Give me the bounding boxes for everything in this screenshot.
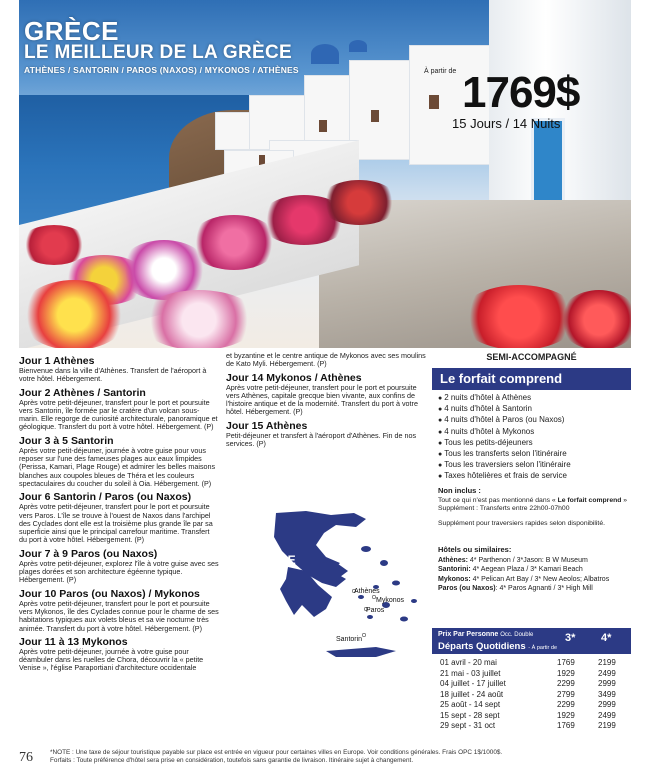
text: Occ. Double (500, 632, 534, 638)
cell-4star: 2499 (598, 668, 616, 678)
cell-3star: 1929 (557, 710, 575, 720)
city-mykonos: Mykonos (376, 597, 405, 604)
santorin-dot (362, 633, 366, 637)
cell-4star: 2199 (598, 658, 616, 667)
day-15 (226, 420, 428, 449)
day-title: Jour 3 à 5 Santorin (19, 434, 114, 447)
price-from-label: À partir de (424, 68, 457, 75)
cell-dates: 25 août - 14 sept (440, 700, 501, 709)
day-title: Jour 15 Athènes (226, 419, 308, 432)
cell-dates: 29 sept - 31 oct (440, 721, 496, 730)
forfait-header: Le forfait comprend (432, 368, 631, 390)
hotel-row (438, 584, 630, 593)
list-item: ● Taxes hôtelières et frais de service (438, 471, 628, 482)
list-item: ● Tous les petits-déjeuners (438, 438, 628, 449)
hotels-list (438, 556, 630, 594)
day-title: Jour 14 Mykonos / Athènes (226, 371, 362, 384)
day-11-13 (19, 636, 219, 673)
table-row (432, 657, 631, 668)
table-row (432, 689, 631, 700)
page-title: GRÈCE (24, 16, 119, 46)
non-included-text (438, 497, 630, 528)
hotel-city: Paros (ou Naxos) (438, 585, 496, 593)
day-title: Jour 7 à 9 Paros (ou Naxos) (19, 547, 158, 560)
day-body: Après votre petit-déjeuner, journée à votre guise pour vous reposer sur l'une des fameuses plages aux eaux limpides (Perissa, Kamari, Plage Rouge) et admirer les belles maisons blanches aux coupoles bleues de Théra et les couleurs spectaculaires du coucher du soleil à Oia. Hébergement. (P) (19, 445, 216, 488)
day-7-9 (19, 548, 219, 585)
cell-dates: 21 mai - 03 juillet (440, 668, 501, 678)
cell-3star: 2299 (557, 679, 575, 688)
day-14 (226, 372, 428, 417)
footer-note: Forfaits : Toute préférence d'hôtel sera prise en considération, toutefois sans garantie de livraison. Itinéraire sujet à changement. (50, 757, 414, 765)
cell-dates: 18 juillet - 24 août (440, 689, 504, 699)
cell-dates: 15 sept - 28 sept (440, 710, 500, 720)
cell-4star: 2499 (598, 710, 616, 720)
day-title: Jour 1 Athènes (19, 355, 95, 367)
semi-accompagne: SEMI-ACCOMPAGNÉ (486, 352, 577, 362)
map-country-label: GRÈCE (253, 553, 296, 567)
day-body: Après votre petit-déjeuner, transfert pour le port et poursuite vers Athènes, capitale grecque bien vivante, aux confins de l'histoire antique et de la modernité. Transfert du port à votre hôtel. Hébergement. (P) (226, 382, 418, 417)
included-list (438, 393, 628, 483)
day-11-13-continued: et byzantine et le centre antique de Mykonos avec ses moulins de Kato Myli. Hébergement. (P) (226, 351, 426, 369)
price-table-header (432, 628, 631, 654)
hotel-row (438, 565, 630, 574)
cell-4star: 2999 (598, 679, 616, 688)
text: - À partir de (528, 645, 557, 651)
day-body: Après votre petit-déjeuner, transfert pour le port et poursuite vers Mykonos, île des Cyclades connue pour le charme de ses habitations typiques aux volets bleus et sa vie nocturne très animée. Transfert du port à votre hôtel. Hébergement. (P) (19, 598, 219, 633)
day-body: Après votre petit-déjeuner, transfert pour le port et poursuite vers Paros. L'île se trouve à l'ouest de Naxos dans l'archipel des Cyclades dont elle est la troisième plus grande île par sa superficie ainsi que le principal carrefour maritime. Transfert du port à votre hôtel. Hébergement. (P) (19, 502, 213, 545)
list-item: ● Tous les traversiers selon l'itinéraire (438, 460, 628, 471)
list-item: ● 4 nuits d'hôtel à Santorin (438, 404, 628, 415)
table-row (432, 699, 631, 710)
cell-4star: 2999 (598, 700, 616, 709)
text: Départs Quotidiens (438, 641, 526, 652)
text-bold: Le forfait comprend (557, 497, 622, 504)
price-table-body (432, 654, 631, 731)
table-row (432, 678, 631, 689)
list-item: ● 2 nuits d'hôtel à Athènes (438, 393, 628, 404)
duration: 15 Jours / 14 Nuits (452, 116, 561, 131)
cell-dates: 01 avril - 20 mai (440, 658, 497, 667)
list-item: ● Tous les transferts selon l'itinéraire (438, 449, 628, 460)
hotel-city: Mykonos: (438, 575, 471, 583)
cell-3star: 1929 (557, 668, 575, 678)
cell-3star: 1769 (557, 721, 575, 730)
cell-3star: 1769 (557, 658, 575, 667)
day-body: Après votre petit-déjeuner, explorez l'île à votre guise avec ses plages dorées et son architecture égéenne typique. Hébergement. (P) (19, 558, 219, 585)
hotel-city: Athènes: (438, 557, 468, 564)
header-line-1 (438, 631, 533, 638)
hotel-names: 4* Aegean Plaza / 3* Kamari Beach (472, 566, 583, 574)
non-included-line: Supplément : Transferts entre 22h00-07h00 (438, 505, 570, 513)
day-6 (19, 491, 219, 544)
route-cities: ATHÈNES / SANTORIN / PAROS (NAXOS) / MYKONOS / ATHÈNES (24, 65, 299, 75)
cell-3star: 2299 (557, 700, 575, 709)
col-4-stars: 4* (601, 632, 612, 644)
cell-4star: 2199 (598, 721, 616, 730)
cell-3star: 2799 (557, 689, 575, 699)
list-item: ● 4 nuits d'hôtel à Mykonos (438, 427, 628, 438)
col-3-stars: 3* (565, 632, 576, 644)
day-body: Petit-déjeuner et transfert à l'aéroport d'Athènes. Fin de nos services. (P) (226, 430, 417, 449)
price: 1769$ (462, 68, 580, 117)
text: Tout ce qui n'est pas mentionné dans « (438, 497, 556, 504)
itinerary-right (226, 352, 428, 450)
itinerary-left (19, 352, 219, 675)
blue-door (531, 118, 565, 213)
non-included-line (438, 497, 630, 505)
table-row (432, 668, 631, 679)
day-2 (19, 387, 219, 432)
hotel-names: 4* Pelican Art Bay / 3* New Aeolos; Albatros (472, 575, 610, 583)
text: » (623, 497, 628, 504)
table-row (432, 710, 631, 721)
page-number: 76 (19, 750, 33, 765)
day-title: Jour 11 à 13 Mykonos (19, 635, 128, 648)
hotel-names: 4* Parthenon / 3*Jason: B W Museum (469, 557, 588, 564)
day-10 (19, 588, 219, 633)
day-body: Après votre petit-déjeuner, journée à votre guise pour déambuler dans les ruelles de Chora, découvrir la « petite Venise », l'église Paraportiani d'architecture occidentale (19, 646, 204, 673)
text: Prix Par Personne (438, 631, 499, 638)
day-title: Jour 10 Paros (ou Naxos) / Mykonos (19, 587, 200, 600)
table-row (432, 720, 631, 731)
day-3-5 (19, 435, 219, 488)
city-paros: Paros (366, 607, 385, 614)
hotel-names: : 4* Paros Agnanti / 3* High Mill (495, 585, 593, 593)
hotel-row (438, 575, 630, 584)
header-line-2 (438, 641, 557, 652)
hotel-row (438, 556, 630, 565)
list-item: ● 4 nuits d'hôtel à Paros (ou Naxos) (438, 415, 628, 426)
city-santorin: Santorin (336, 636, 363, 643)
non-included-line: Supplément pour traversiers rapides selon disponibilité. (438, 519, 605, 527)
page-subtitle: LE MEILLEUR DE LA GRÈCE (24, 42, 292, 63)
footer-note: *NOTE : Une taxe de séjour touristique payable sur place est entrée en vigueur pour certaines villes en Europe. Voir conditions générales. Frais OPC 1$/1000$. (50, 749, 503, 756)
day-1 (19, 355, 219, 384)
day-title: Jour 6 Santorin / Paros (ou Naxos) (19, 491, 192, 504)
price-table (432, 628, 631, 731)
day-body: Bienvenue dans la ville d'Athènes. Transfert de l'aéroport à votre hôtel. Hébergement. (19, 366, 207, 384)
cell-dates: 04 juillet - 17 juillet (440, 679, 506, 688)
footer-notes (50, 749, 640, 766)
day-body: Après votre petit-déjeuner, transfert pour le port et poursuite vers Santorin, île formée par le cratère d'un volcan sous-marin. Elle regorge de curiosité architecturale, panoramique et géologique. Transfert du port à votre hôtel. Hébergement. (P) (19, 397, 218, 432)
hotel-city: Santorini: (438, 566, 471, 574)
greece-map (236, 505, 426, 665)
non-included-title: Non inclus : (438, 486, 481, 495)
hotels-title: Hôtels ou similaires: (438, 545, 512, 554)
cell-4star: 3499 (598, 689, 616, 699)
city-athenes: Athènes (354, 588, 380, 595)
day-title: Jour 2 Athènes / Santorin (19, 386, 146, 399)
